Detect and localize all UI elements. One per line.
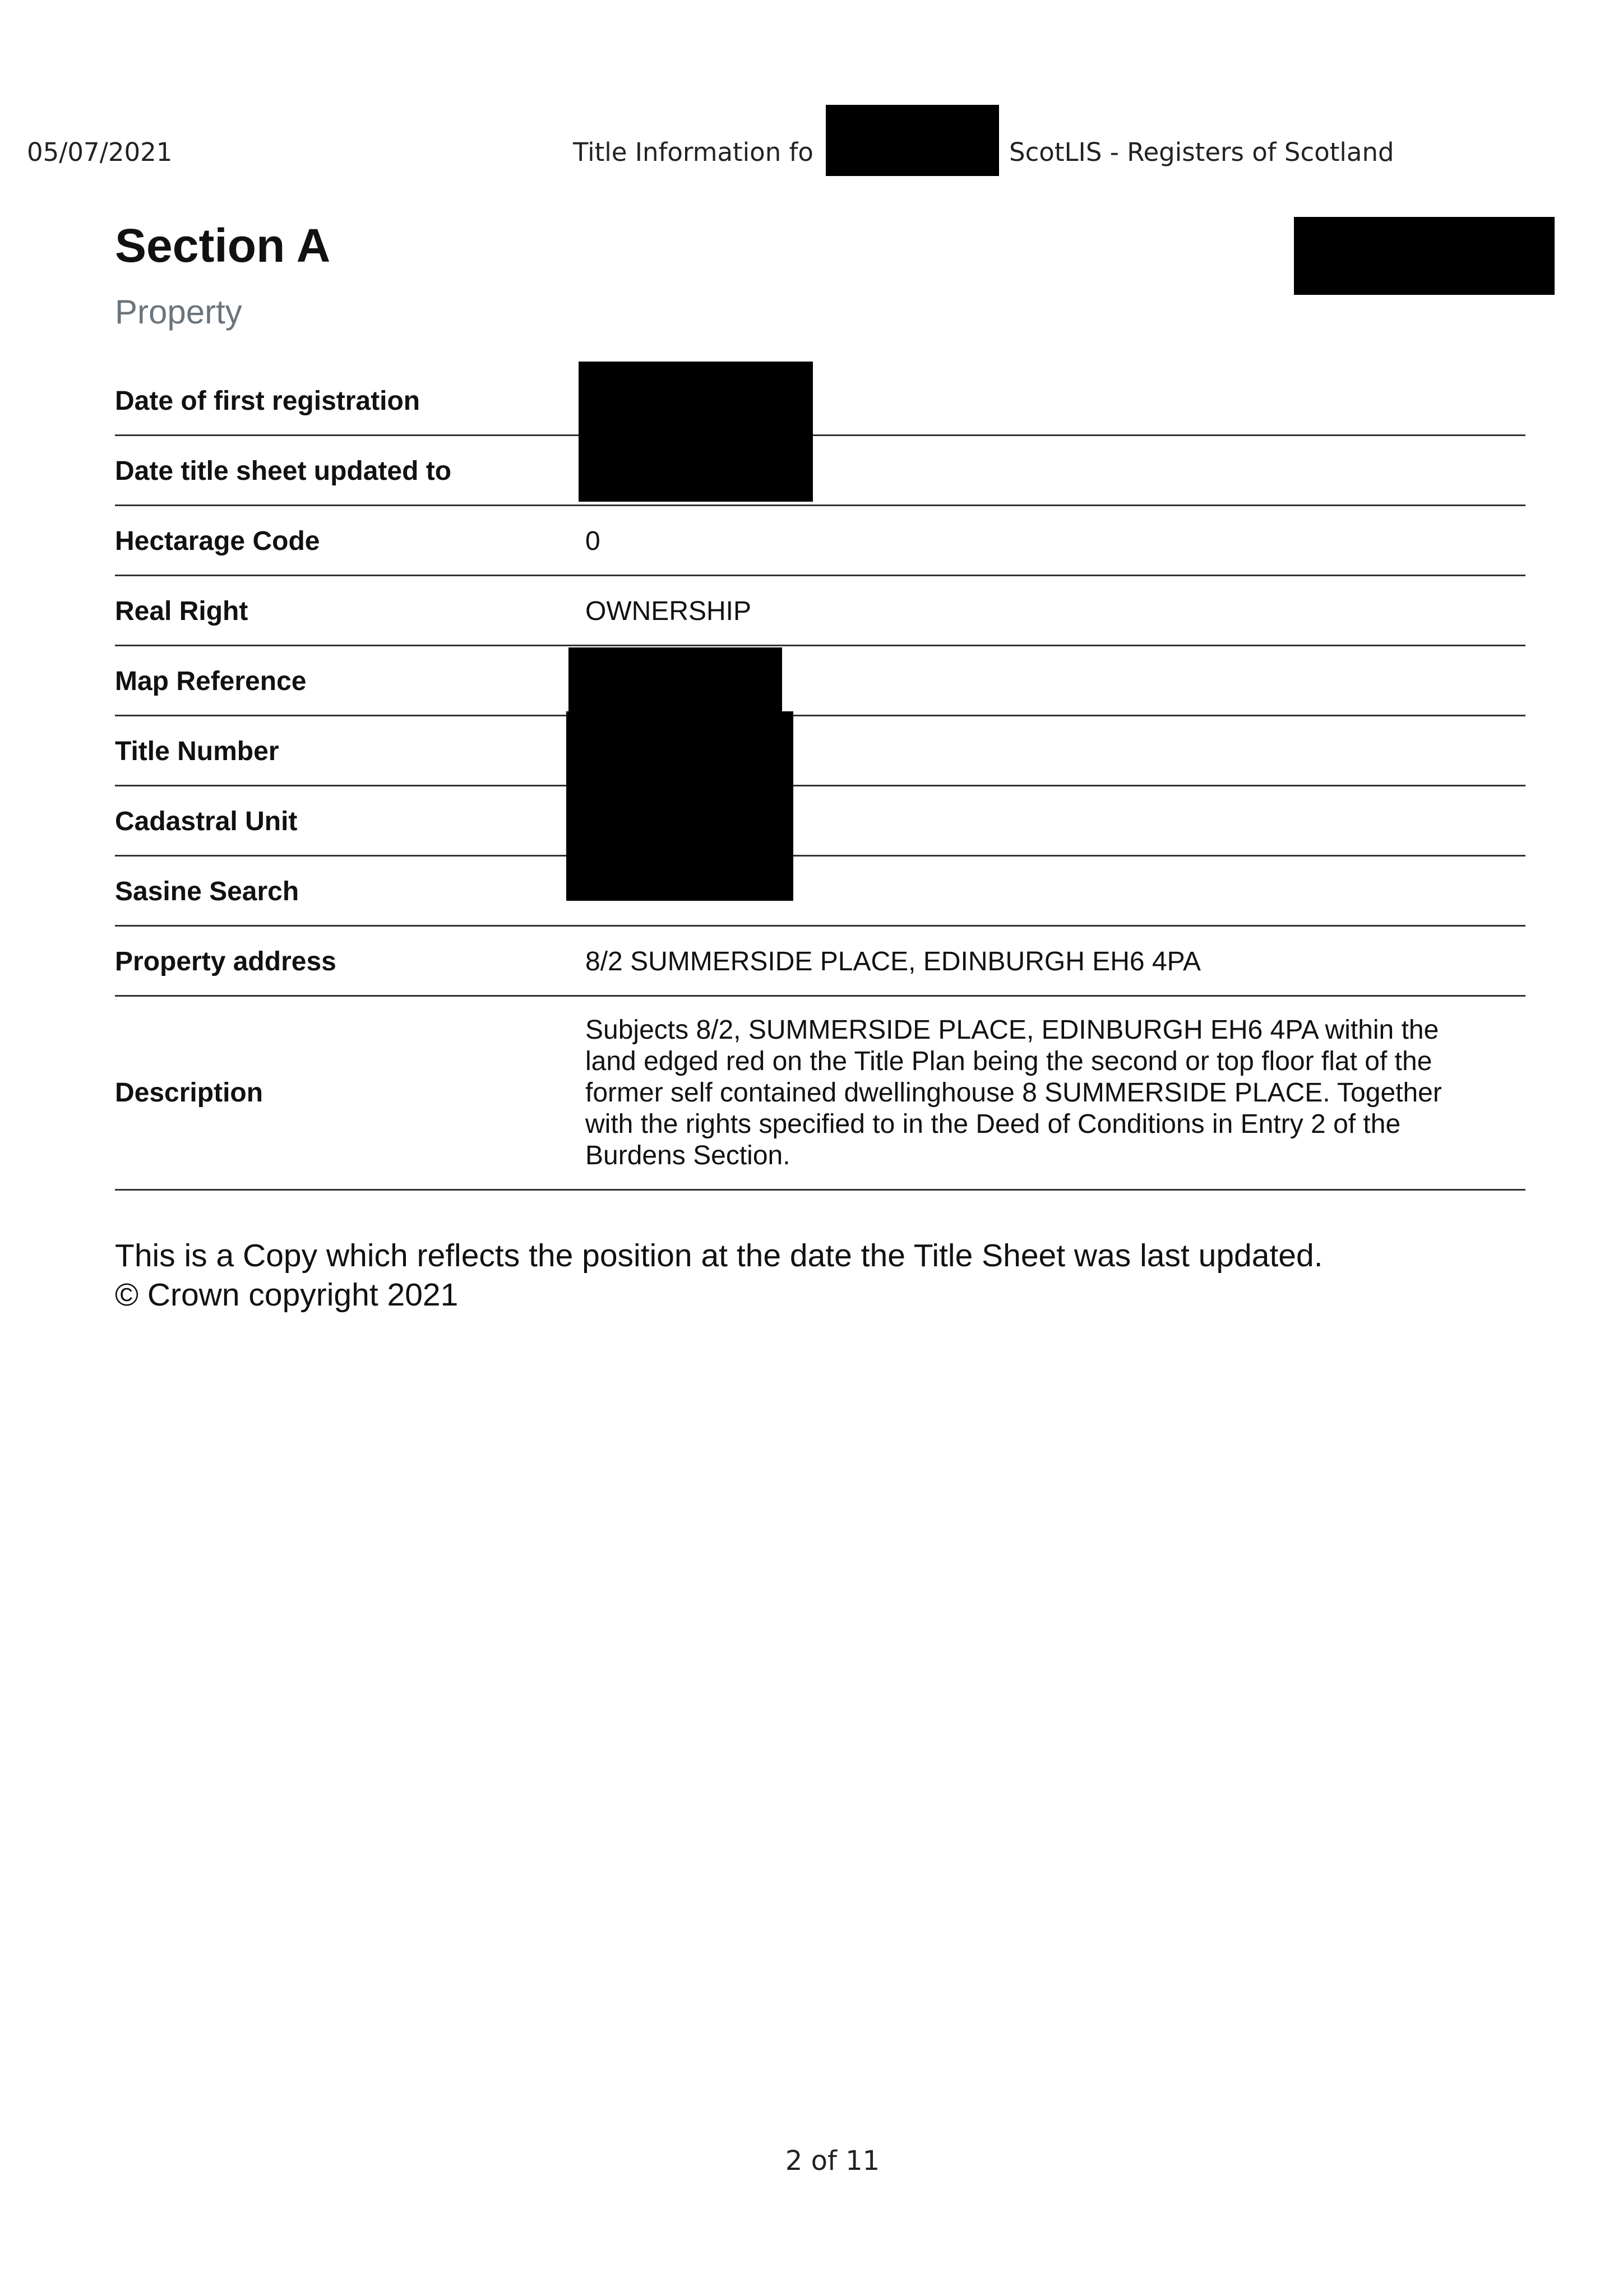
table-row: [115, 576, 1525, 646]
row-label: Description: [115, 996, 583, 1190]
row-label: Map Reference: [115, 646, 583, 716]
redaction-header-title: [826, 105, 999, 176]
row-value: 8/2 SUMMERSIDE PLACE, EDINBURGH EH6 4PA: [583, 926, 1525, 996]
page-number: 2 of 11: [785, 2145, 880, 2177]
row-label: Property address: [115, 926, 583, 996]
row-value: Subjects 8/2, SUMMERSIDE PLACE, EDINBURGH EH6 4PA within the land edged red on the Title Plan being the second or top floor flat of the former self contained dwellinghouse 8 SUMMERSIDE PLACE. Together with the rights specified to in the Deed of Conditions in Entry 2 of the Burdens Section.: [583, 996, 1525, 1190]
copy-notice: [115, 1236, 1516, 1314]
property-table: [115, 366, 1525, 1191]
table-row: [115, 996, 1525, 1190]
table-row: [115, 716, 1525, 786]
row-label: Date of first registration: [115, 366, 583, 436]
row-label: Hectarage Code: [115, 506, 583, 576]
table-row: [115, 786, 1525, 856]
section-title: Section A: [115, 219, 331, 272]
header-date: 05/07/2021: [27, 137, 173, 167]
row-label: Cadastral Unit: [115, 786, 583, 856]
table-row: [115, 366, 1525, 436]
row-label: Sasine Search: [115, 856, 583, 926]
table-row: [115, 646, 1525, 716]
header-title-prefix: Title Information fo: [573, 137, 813, 167]
copyright-text: © Crown copyright 2021: [115, 1277, 459, 1313]
row-label: Date title sheet updated to: [115, 436, 583, 506]
row-label: Title Number: [115, 716, 583, 786]
row-value: OWNERSHIP: [583, 576, 1525, 646]
row-value: 0: [583, 506, 1525, 576]
redaction-dates: [579, 362, 813, 502]
redaction-title-cadastral-sasine: [566, 711, 793, 901]
redaction-top-right: [1294, 217, 1555, 295]
copy-notice-text: This is a Copy which reflects the position at the date the Title Sheet was last updated.: [115, 1238, 1323, 1274]
table-row: [115, 856, 1525, 926]
redaction-map-reference: [568, 647, 782, 711]
section-subtitle: Property: [115, 293, 242, 331]
table-row: [115, 926, 1525, 996]
header-title-suffix: ScotLIS - Registers of Scotland: [1009, 137, 1394, 167]
table-row: [115, 506, 1525, 576]
table-row: [115, 436, 1525, 506]
row-label: Real Right: [115, 576, 583, 646]
